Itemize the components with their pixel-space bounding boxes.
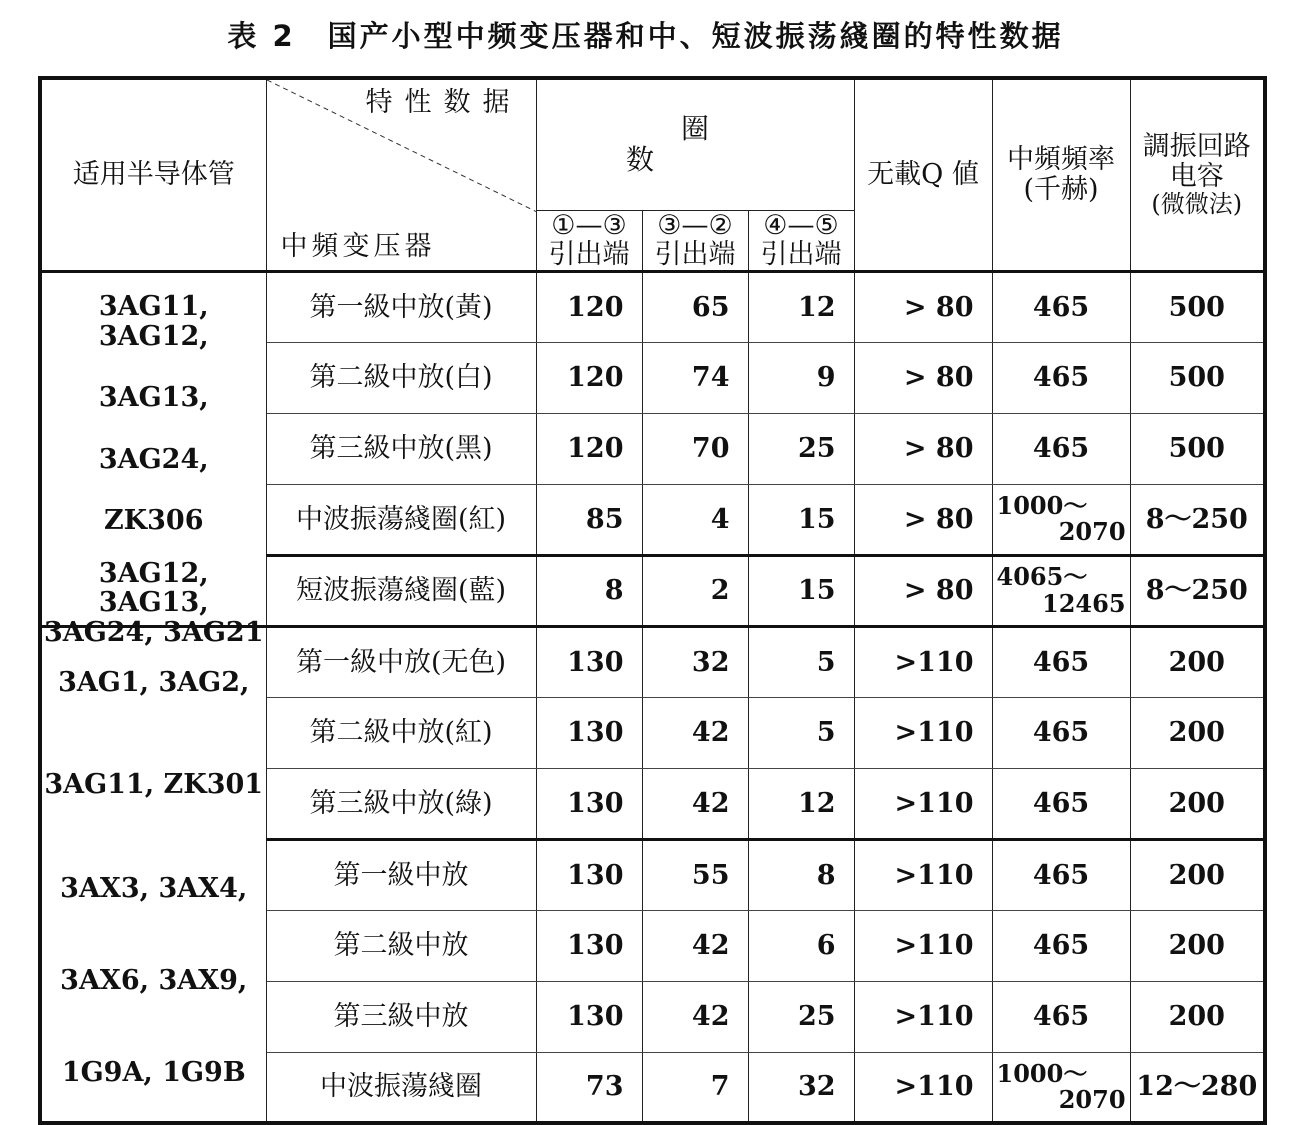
transformer-name: 第二級中放(紅) xyxy=(266,697,536,768)
capacitance: 500 xyxy=(1130,342,1265,413)
tube-name: 3AX6, 3AX9, xyxy=(60,964,248,996)
transformer-name: 中波振蕩綫圈(紅) xyxy=(266,484,536,555)
turns-3-2: 55 xyxy=(642,839,748,910)
turns-4-5: 12 xyxy=(748,271,854,342)
tube-group xyxy=(40,555,266,648)
q-value: > 80 xyxy=(854,484,992,555)
turns-1-3: 130 xyxy=(536,768,642,839)
tube-group xyxy=(40,271,266,555)
capacitance: 500 xyxy=(1130,413,1265,484)
transformer-name: 第三級中放(黑) xyxy=(266,413,536,484)
q-value: > 80 xyxy=(854,413,992,484)
turns-4-5: 15 xyxy=(748,484,854,555)
tube-group xyxy=(40,626,266,839)
frequency-from: 1000～ xyxy=(996,1058,1088,1088)
turns-3-2: 42 xyxy=(642,981,748,1052)
frequency: 465 xyxy=(992,697,1130,768)
frequency-to: 2070 xyxy=(1058,1085,1126,1115)
frequency xyxy=(992,1052,1130,1123)
turns-4-5: 9 xyxy=(748,342,854,413)
tube-name: 3AG11, 3AG12, xyxy=(98,291,209,352)
capacitance: 500 xyxy=(1130,271,1265,342)
header-freq: 中頻頻率 (千赫) xyxy=(992,78,1130,271)
transformer-name: 短波振蕩綫圈(藍) xyxy=(266,555,536,626)
turns-4-5: 8 xyxy=(748,839,854,910)
frequency xyxy=(992,555,1130,626)
header-diagonal-cell xyxy=(266,78,536,271)
table-title: 表 2 国产小型中频变压器和中、短波振荡綫圈的特性数据 xyxy=(227,19,1064,53)
turns-3-2: 65 xyxy=(642,271,748,342)
transformer-name: 第一級中放(无色) xyxy=(266,626,536,697)
capacitance: 200 xyxy=(1130,768,1265,839)
frequency: 465 xyxy=(992,981,1130,1052)
header-pin32: ③—② 引出端 xyxy=(642,210,748,271)
turns-1-3: 130 xyxy=(536,626,642,697)
frequency: 465 xyxy=(992,768,1130,839)
capacitance: 12～280 xyxy=(1130,1052,1265,1123)
capacitance: 200 xyxy=(1130,981,1265,1052)
tube-name: 3AG12, 3AG13, xyxy=(98,557,209,619)
header-diag-bottom: 中頻变压器 xyxy=(280,231,436,263)
table-row xyxy=(40,555,1265,626)
turns-1-3: 73 xyxy=(536,1052,642,1123)
tube-name: 3AG24, 3AG21 xyxy=(43,617,264,648)
header-diag-top: 特性数据 xyxy=(365,87,522,118)
frequency: 465 xyxy=(992,271,1130,342)
capacitance: 200 xyxy=(1130,626,1265,697)
turns-1-3: 130 xyxy=(536,981,642,1052)
table-row xyxy=(40,271,1265,342)
frequency-to: 12465 xyxy=(1042,588,1126,618)
turns-1-3: 120 xyxy=(536,271,642,342)
tube-name: 3AX3, 3AX4, xyxy=(60,872,248,904)
turns-4-5: 15 xyxy=(748,555,854,626)
frequency-from: 4065～ xyxy=(996,562,1088,592)
capacitance: 8～250 xyxy=(1130,555,1265,626)
transformer-name: 第一級中放(黃) xyxy=(266,271,536,342)
tube-name: 3AG13, xyxy=(98,382,209,414)
q-value: > 80 xyxy=(854,555,992,626)
transformer-name: 第三級中放(綠) xyxy=(266,768,536,839)
turns-3-2: 42 xyxy=(642,768,748,839)
frequency: 465 xyxy=(992,626,1130,697)
q-value: > 80 xyxy=(854,271,992,342)
turns-3-2: 42 xyxy=(642,697,748,768)
header-turns: 圈数 xyxy=(536,78,854,210)
turns-4-5: 5 xyxy=(748,626,854,697)
tube-group xyxy=(40,839,266,1123)
transformer-name: 中波振蕩綫圈 xyxy=(266,1052,536,1123)
turns-1-3: 8 xyxy=(536,555,642,626)
tube-name: 3AG24, xyxy=(98,443,209,475)
capacitance: 8～250 xyxy=(1130,484,1265,555)
q-value: > 80 xyxy=(854,342,992,413)
turns-3-2: 74 xyxy=(642,342,748,413)
turns-1-3: 130 xyxy=(536,910,642,981)
turns-4-5: 5 xyxy=(748,697,854,768)
q-value: >110 xyxy=(854,768,992,839)
frequency xyxy=(992,484,1130,555)
capacitance: 200 xyxy=(1130,839,1265,910)
tube-name: ZK306 xyxy=(103,505,204,537)
q-value: >110 xyxy=(854,626,992,697)
transformer-name: 第二級中放 xyxy=(266,910,536,981)
q-value: >110 xyxy=(854,910,992,981)
q-value: >110 xyxy=(854,697,992,768)
frequency-from: 1000～ xyxy=(996,490,1088,520)
frequency: 465 xyxy=(992,413,1130,484)
header-pin45: ④—⑤ 引出端 xyxy=(748,210,854,271)
tube-name: 3AG11, ZK301 xyxy=(44,769,264,801)
q-value: >110 xyxy=(854,839,992,910)
turns-1-3: 85 xyxy=(536,484,642,555)
spec-table xyxy=(38,76,1267,1125)
turns-3-2: 70 xyxy=(642,413,748,484)
turns-3-2: 7 xyxy=(642,1052,748,1123)
turns-1-3: 130 xyxy=(536,839,642,910)
turns-3-2: 32 xyxy=(642,626,748,697)
frequency: 465 xyxy=(992,839,1130,910)
header-q: 无載Q 値 xyxy=(854,78,992,271)
turns-4-5: 25 xyxy=(748,413,854,484)
turns-4-5: 25 xyxy=(748,981,854,1052)
capacitance: 200 xyxy=(1130,697,1265,768)
tube-name: 3AG1, 3AG2, xyxy=(58,666,250,698)
turns-4-5: 12 xyxy=(748,768,854,839)
turns-3-2: 2 xyxy=(642,555,748,626)
transformer-name: 第一級中放 xyxy=(266,839,536,910)
turns-1-3: 130 xyxy=(536,697,642,768)
transformer-name: 第三級中放 xyxy=(266,981,536,1052)
turns-3-2: 42 xyxy=(642,910,748,981)
tube-name: 1G9A, 1G9B xyxy=(61,1056,246,1088)
turns-1-3: 120 xyxy=(536,413,642,484)
turns-3-2: 4 xyxy=(642,484,748,555)
capacitance: 200 xyxy=(1130,910,1265,981)
frequency: 465 xyxy=(992,910,1130,981)
turns-1-3: 120 xyxy=(536,342,642,413)
turns-4-5: 32 xyxy=(748,1052,854,1123)
header-cap: 調振回路 电容 (微微法) xyxy=(1130,78,1265,271)
table-row xyxy=(40,839,1265,910)
frequency-to: 2070 xyxy=(1058,517,1126,547)
q-value: >110 xyxy=(854,981,992,1052)
q-value: >110 xyxy=(854,1052,992,1123)
frequency: 465 xyxy=(992,342,1130,413)
header-tube: 适用半导体管 xyxy=(40,78,266,271)
header-pin13: ①—③ 引出端 xyxy=(536,210,642,271)
transformer-name: 第二級中放(白) xyxy=(266,342,536,413)
turns-4-5: 6 xyxy=(748,910,854,981)
